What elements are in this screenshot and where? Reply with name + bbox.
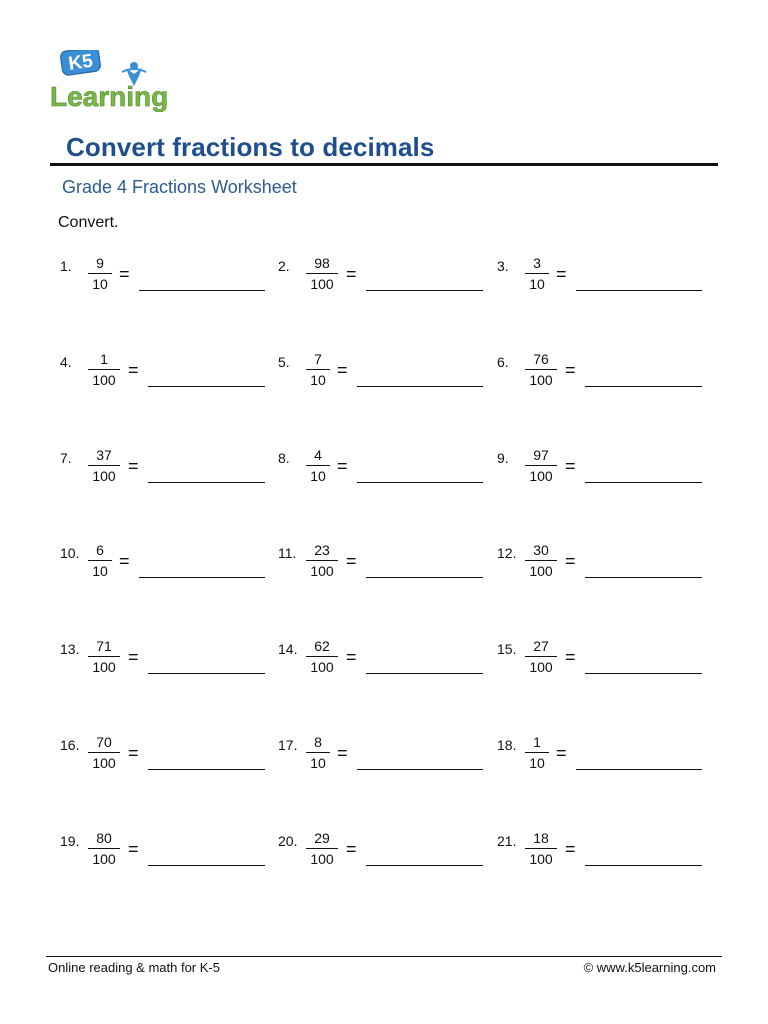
equals-sign: =	[337, 743, 348, 763]
denominator: 100	[529, 563, 553, 579]
equals-sign: =	[346, 551, 357, 571]
equals-sign: =	[337, 360, 348, 380]
denominator: 100	[92, 659, 116, 675]
denominator: 10	[529, 755, 545, 771]
problem-number: 4.	[60, 354, 72, 370]
fraction-bar	[306, 848, 338, 849]
equals-sign: =	[128, 647, 139, 667]
numerator: 62	[314, 638, 330, 654]
numerator: 9	[96, 255, 104, 271]
page-title: Convert fractions to decimals	[66, 132, 435, 162]
numerator: 23	[314, 542, 330, 558]
numerator: 6	[96, 542, 104, 558]
answer-line[interactable]	[139, 290, 265, 291]
answer-line[interactable]	[585, 673, 702, 674]
fraction-bar	[525, 560, 557, 561]
denominator: 100	[529, 851, 553, 867]
problem-item	[497, 447, 707, 500]
equals-sign: =	[128, 456, 139, 476]
fraction	[306, 638, 338, 676]
problem-item	[60, 830, 270, 883]
problem-number: 7.	[60, 450, 72, 466]
problem-number: 9.	[497, 450, 509, 466]
problem-number: 1.	[60, 258, 72, 274]
problem-item	[60, 447, 270, 500]
answer-line[interactable]	[148, 865, 265, 866]
fraction	[88, 734, 120, 772]
denominator: 100	[529, 659, 553, 675]
answer-line[interactable]	[585, 865, 702, 866]
footer-divider	[46, 956, 722, 957]
denominator: 10	[310, 755, 326, 771]
problem-item	[60, 255, 270, 308]
fraction	[88, 542, 112, 580]
fraction	[88, 638, 120, 676]
fraction-bar	[88, 656, 120, 657]
problem-number: 2.	[278, 258, 290, 274]
problem-number: 11.	[278, 545, 297, 561]
answer-line[interactable]	[366, 865, 483, 866]
fraction	[306, 542, 338, 580]
denominator: 100	[529, 468, 553, 484]
problem-item	[497, 542, 707, 595]
fraction-bar	[306, 560, 338, 561]
fraction-bar	[88, 848, 120, 849]
numerator: 30	[533, 542, 549, 558]
equals-sign: =	[565, 551, 576, 571]
title-divider	[50, 163, 718, 166]
problem-item	[278, 830, 488, 883]
problem-number: 16.	[60, 737, 80, 753]
fraction	[306, 351, 330, 389]
fraction	[88, 830, 120, 868]
denominator: 100	[310, 659, 334, 675]
equals-sign: =	[565, 839, 576, 859]
fraction-bar	[88, 752, 120, 753]
answer-line[interactable]	[576, 290, 702, 291]
problem-number: 18.	[497, 737, 517, 753]
answer-line[interactable]	[576, 769, 702, 770]
denominator: 100	[92, 372, 116, 388]
problem-number: 15.	[497, 641, 517, 657]
k5-learning-logo	[48, 50, 188, 112]
problem-item	[497, 830, 707, 883]
problem-number: 17.	[278, 737, 298, 753]
problem-item	[278, 734, 488, 787]
page-subtitle: Grade 4 Fractions Worksheet	[62, 177, 297, 197]
numerator: 71	[96, 638, 112, 654]
problem-item	[278, 638, 488, 691]
numerator: 76	[533, 351, 549, 367]
equals-sign: =	[556, 264, 567, 284]
equals-sign: =	[128, 360, 139, 380]
problem-number: 5.	[278, 354, 290, 370]
answer-line[interactable]	[585, 482, 702, 483]
denominator: 100	[529, 372, 553, 388]
equals-sign: =	[565, 456, 576, 476]
fraction	[306, 830, 338, 868]
problem-item	[60, 351, 270, 404]
numerator: 97	[533, 447, 549, 463]
problem-number: 21.	[497, 833, 517, 849]
instruction-text: Convert.	[58, 214, 119, 231]
problem-number: 6.	[497, 354, 509, 370]
numerator: 29	[314, 830, 330, 846]
answer-line[interactable]	[585, 386, 702, 387]
problem-number: 19.	[60, 833, 80, 849]
problem-item	[497, 255, 707, 308]
numerator: 27	[533, 638, 549, 654]
denominator: 10	[92, 563, 108, 579]
logo-badge-text: K5	[67, 50, 95, 75]
problem-number: 8.	[278, 450, 290, 466]
equals-sign: =	[556, 743, 567, 763]
problem-number: 20.	[278, 833, 298, 849]
fraction-bar	[306, 369, 330, 370]
problem-item	[497, 351, 707, 404]
answer-line[interactable]	[148, 673, 265, 674]
fraction-bar	[306, 465, 330, 466]
denominator: 100	[92, 755, 116, 771]
fraction-bar	[88, 465, 120, 466]
fraction	[306, 447, 330, 485]
answer-line[interactable]	[366, 290, 483, 291]
numerator: 3	[533, 255, 541, 271]
answer-line[interactable]	[148, 769, 265, 770]
problem-item	[497, 734, 707, 787]
fraction	[525, 351, 557, 389]
fraction-bar	[306, 273, 338, 274]
fraction	[525, 638, 557, 676]
equals-sign: =	[565, 647, 576, 667]
problem-number: 3.	[497, 258, 509, 274]
fraction	[306, 734, 330, 772]
fraction-bar	[525, 273, 549, 274]
fraction-bar	[525, 369, 557, 370]
numerator: 18	[533, 830, 549, 846]
problem-number: 12.	[497, 545, 517, 561]
numerator: 8	[314, 734, 322, 750]
problem-item	[60, 542, 270, 595]
fraction	[525, 447, 557, 485]
numerator: 80	[96, 830, 112, 846]
equals-sign: =	[128, 743, 139, 763]
equals-sign: =	[128, 839, 139, 859]
fraction-bar	[525, 752, 549, 753]
fraction	[525, 255, 549, 293]
fraction	[525, 830, 557, 868]
denominator: 100	[92, 851, 116, 867]
numerator: 1	[100, 351, 108, 367]
fraction-bar	[525, 656, 557, 657]
answer-line[interactable]	[148, 386, 265, 387]
numerator: 4	[314, 447, 322, 463]
answer-line[interactable]	[366, 673, 483, 674]
denominator: 10	[92, 276, 108, 292]
denominator: 100	[310, 851, 334, 867]
fraction-bar	[525, 465, 557, 466]
answer-line[interactable]	[585, 577, 702, 578]
answer-line[interactable]	[366, 577, 483, 578]
footer-tagline: Online reading & math for K-5	[48, 960, 220, 975]
fraction	[525, 734, 549, 772]
numerator: 70	[96, 734, 112, 750]
numerator: 7	[314, 351, 322, 367]
denominator: 100	[92, 468, 116, 484]
footer-website: © www.k5learning.com	[583, 960, 716, 975]
answer-line[interactable]	[139, 577, 265, 578]
fraction-bar	[306, 656, 338, 657]
equals-sign: =	[337, 456, 348, 476]
answer-line[interactable]	[357, 769, 483, 770]
numerator: 98	[314, 255, 330, 271]
problem-item	[278, 542, 488, 595]
problem-item	[278, 255, 488, 308]
problem-number: 13.	[60, 641, 80, 657]
equals-sign: =	[119, 551, 130, 571]
answer-line[interactable]	[357, 386, 483, 387]
denominator: 10	[310, 372, 326, 388]
fraction	[88, 447, 120, 485]
denominator: 10	[529, 276, 545, 292]
fraction-bar	[525, 848, 557, 849]
answer-line[interactable]	[357, 482, 483, 483]
numerator: 37	[96, 447, 112, 463]
fraction	[306, 255, 338, 293]
equals-sign: =	[565, 360, 576, 380]
problem-item	[278, 351, 488, 404]
fraction	[525, 542, 557, 580]
problem-item	[278, 447, 488, 500]
logo-word: Learning	[50, 81, 169, 112]
problem-item	[60, 638, 270, 691]
fraction	[88, 255, 112, 293]
fraction	[88, 351, 120, 389]
fraction-bar	[88, 273, 112, 274]
answer-line[interactable]	[148, 482, 265, 483]
problem-item	[497, 638, 707, 691]
equals-sign: =	[346, 839, 357, 859]
problem-item	[60, 734, 270, 787]
equals-sign: =	[346, 264, 357, 284]
fraction-bar	[306, 752, 330, 753]
problem-number: 14.	[278, 641, 298, 657]
denominator: 100	[310, 563, 334, 579]
equals-sign: =	[346, 647, 357, 667]
denominator: 10	[310, 468, 326, 484]
fraction-bar	[88, 369, 120, 370]
fraction-bar	[88, 560, 112, 561]
denominator: 100	[310, 276, 334, 292]
numerator: 1	[533, 734, 541, 750]
problem-number: 10.	[60, 545, 80, 561]
equals-sign: =	[119, 264, 130, 284]
